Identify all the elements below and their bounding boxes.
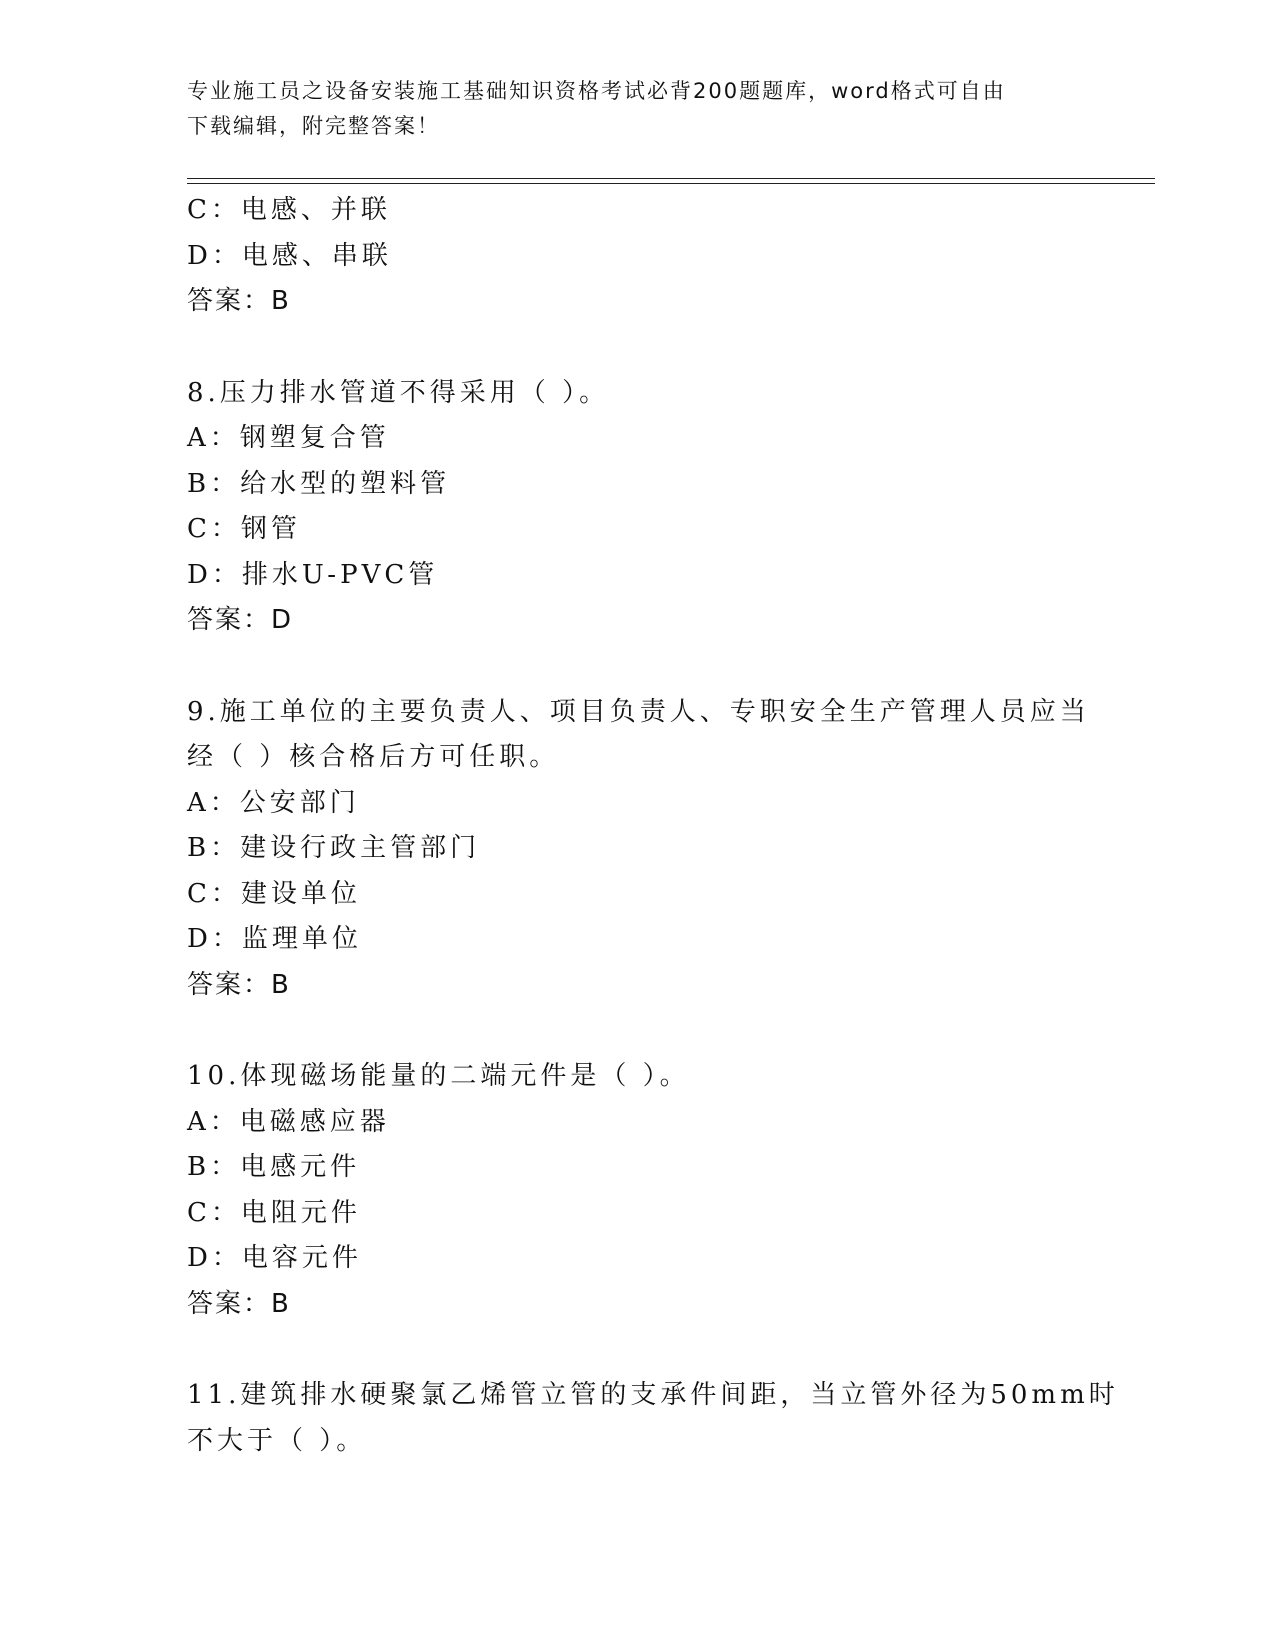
question-text: 10.体现磁场能量的二端元件是（ ）。 xyxy=(187,1061,690,1091)
answer: 答案：B xyxy=(187,286,291,316)
header-divider-top xyxy=(187,178,1155,179)
option-b: B：电感元件 xyxy=(187,1152,361,1182)
option-d: D：排水U-PVC管 xyxy=(187,559,439,590)
question-text: 8.压力排水管道不得采用（ ）。 xyxy=(187,377,610,408)
question-10 xyxy=(187,1054,1155,1327)
option-b: B：给水型的塑料管 xyxy=(187,468,451,499)
spacer xyxy=(187,1327,1155,1373)
spacer xyxy=(187,644,1155,690)
question-7-tail xyxy=(187,188,1155,325)
option-d: D：电容元件 xyxy=(187,1243,362,1273)
option-b: B：建设行政主管部门 xyxy=(187,833,481,863)
spacer xyxy=(187,1008,1155,1054)
question-11 xyxy=(187,1373,1155,1464)
option-d: D：电感、串联 xyxy=(187,240,392,271)
question-text-line-2: 不大于（ ）。 xyxy=(187,1425,367,1456)
option-c: C：建设单位 xyxy=(187,878,361,909)
question-text-line-1: 11.建筑排水硬聚氯乙烯管立管的支承件间距，当立管外径为50mm时 xyxy=(187,1380,1119,1410)
answer: 答案：B xyxy=(187,969,291,1000)
option-a: A：钢塑复合管 xyxy=(187,423,390,453)
header-divider-bottom xyxy=(187,183,1155,184)
question-9 xyxy=(187,690,1155,1009)
option-a: A：公安部门 xyxy=(187,787,360,818)
question-text-line-1: 9.施工单位的主要负责人、项目负责人、专职安全生产管理人员应当 xyxy=(187,696,1090,727)
question-list xyxy=(187,188,1155,1464)
question-text-line-2: 经（ ）核合格后方可任职。 xyxy=(187,742,560,772)
option-d: D：监理单位 xyxy=(187,924,362,954)
option-a: A：电磁感应器 xyxy=(187,1106,390,1137)
option-c: C：电感、并联 xyxy=(187,195,391,225)
answer: 答案：B xyxy=(187,1288,291,1319)
document-header xyxy=(187,74,1087,144)
answer: 答案：D xyxy=(187,605,294,635)
question-8 xyxy=(187,371,1155,644)
option-c: C：钢管 xyxy=(187,514,301,544)
spacer xyxy=(187,325,1155,371)
option-c: C：电阻元件 xyxy=(187,1197,361,1228)
header-line-1: 专业施工员之设备安装施工基础知识资格考试必背200题题库，word格式可自由 xyxy=(187,79,1006,103)
header-line-2: 下载编辑，附完整答案！ xyxy=(187,114,440,138)
